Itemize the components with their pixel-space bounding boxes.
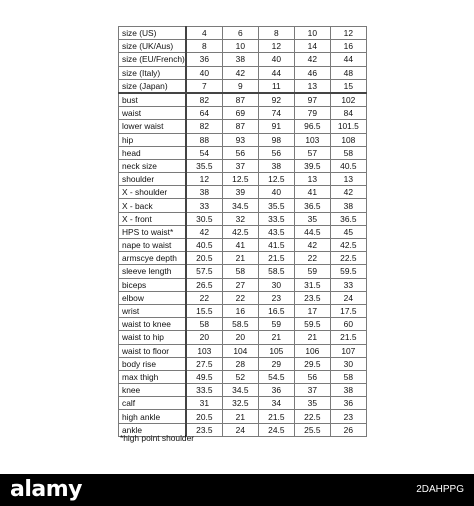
table-cell: 10: [294, 27, 330, 40]
table-cell: 98: [258, 133, 294, 146]
table-cell: 32: [222, 212, 258, 225]
table-cell: 52: [222, 370, 258, 383]
table-cell: 93: [222, 133, 258, 146]
table-cell: 58: [186, 318, 223, 331]
table-cell: 27: [222, 278, 258, 291]
table-cell: 21: [222, 410, 258, 423]
table-cell: 33: [330, 278, 366, 291]
table-cell: 58.5: [222, 318, 258, 331]
table-cell: 21.5: [258, 410, 294, 423]
table-row: [119, 265, 367, 278]
table-row: [119, 370, 367, 383]
table-cell: 15: [330, 79, 366, 93]
row-label: waist to knee: [119, 318, 186, 331]
table-cell: 15.5: [186, 304, 223, 317]
table-cell: 42.5: [330, 239, 366, 252]
table-cell: 42: [294, 53, 330, 66]
table-cell: 21.5: [258, 252, 294, 265]
table-cell: 38: [258, 159, 294, 172]
row-label: calf: [119, 397, 186, 410]
table-cell: 38: [222, 53, 258, 66]
table-cell: 54.5: [258, 370, 294, 383]
table-cell: 36: [330, 397, 366, 410]
table-cell: 35: [294, 212, 330, 225]
row-label: ankle: [119, 423, 186, 436]
table-cell: 24: [222, 423, 258, 436]
table-cell: 8: [186, 40, 223, 53]
table-row: [119, 133, 367, 146]
table-cell: 82: [186, 93, 223, 107]
table-cell: 45: [330, 225, 366, 238]
row-label: body rise: [119, 357, 186, 370]
row-label: lower waist: [119, 120, 186, 133]
table-cell: 33: [186, 199, 223, 212]
table-cell: 34.5: [222, 199, 258, 212]
table-cell: 34: [258, 397, 294, 410]
table-cell: 20: [222, 331, 258, 344]
table-cell: 12: [258, 40, 294, 53]
table-cell: 48: [330, 66, 366, 79]
table-cell: 23: [258, 291, 294, 304]
table-row: [119, 331, 367, 344]
table-cell: 58: [222, 265, 258, 278]
row-label: nape to waist: [119, 239, 186, 252]
row-label: size (Japan): [119, 79, 186, 93]
table-cell: 56: [258, 146, 294, 159]
table-cell: 36: [186, 53, 223, 66]
table-cell: 17.5: [330, 304, 366, 317]
table-cell: 30.5: [186, 212, 223, 225]
table-cell: 29: [258, 357, 294, 370]
table-cell: 38: [186, 186, 223, 199]
table-cell: 36.5: [330, 212, 366, 225]
table-cell: 34.5: [222, 384, 258, 397]
table-row: [119, 66, 367, 79]
table-row: [119, 344, 367, 357]
table-cell: 39: [222, 186, 258, 199]
table-cell: 23: [330, 410, 366, 423]
table-cell: 40: [186, 66, 223, 79]
table-cell: 42: [330, 186, 366, 199]
table-cell: 29.5: [294, 357, 330, 370]
table-cell: 105: [258, 344, 294, 357]
table-cell: 22: [294, 252, 330, 265]
table-row: [119, 291, 367, 304]
table-cell: 16: [222, 304, 258, 317]
table-row: [119, 53, 367, 66]
table-cell: 4: [186, 27, 223, 40]
table-cell: 30: [330, 357, 366, 370]
table-cell: 16.5: [258, 304, 294, 317]
table-row: [119, 397, 367, 410]
table-row: [119, 318, 367, 331]
table-row: [119, 304, 367, 317]
table-cell: 57.5: [186, 265, 223, 278]
table-cell: 20.5: [186, 252, 223, 265]
table-row: [119, 27, 367, 40]
table-row: [119, 120, 367, 133]
table-cell: 25.5: [294, 423, 330, 436]
table-cell: 102: [330, 93, 366, 107]
table-row: [119, 40, 367, 53]
table-cell: 101.5: [330, 120, 366, 133]
table-cell: 41.5: [258, 239, 294, 252]
table-cell: 59.5: [330, 265, 366, 278]
table-cell: 42.5: [222, 225, 258, 238]
table-cell: 59: [258, 318, 294, 331]
table-cell: 40: [258, 186, 294, 199]
size-chart-table: [118, 26, 367, 437]
row-label: wrist: [119, 304, 186, 317]
table-cell: 54: [186, 146, 223, 159]
table-cell: 31.5: [294, 278, 330, 291]
table-row: [119, 252, 367, 265]
row-label: size (Italy): [119, 66, 186, 79]
row-label: size (UK/Aus): [119, 40, 186, 53]
table-cell: 14: [294, 40, 330, 53]
row-label: X - shoulder: [119, 186, 186, 199]
table-cell: 35.5: [186, 159, 223, 172]
watermark-footer: [0, 474, 474, 506]
table-cell: 6: [222, 27, 258, 40]
table-cell: 22.5: [330, 252, 366, 265]
table-cell: 106: [294, 344, 330, 357]
row-label: shoulder: [119, 173, 186, 186]
table-cell: 42: [186, 225, 223, 238]
table-cell: 33.5: [186, 384, 223, 397]
row-label: head: [119, 146, 186, 159]
table-cell: 36.5: [294, 199, 330, 212]
table-cell: 88: [186, 133, 223, 146]
row-label: bust: [119, 93, 186, 107]
table-cell: 96.5: [294, 120, 330, 133]
table-cell: 57: [294, 146, 330, 159]
table-row: [119, 239, 367, 252]
table-cell: 21: [258, 331, 294, 344]
table-cell: 20: [186, 331, 223, 344]
row-label: hip: [119, 133, 186, 146]
table-cell: 23.5: [294, 291, 330, 304]
table-cell: 21: [294, 331, 330, 344]
table-cell: 43.5: [258, 225, 294, 238]
table-cell: 37: [294, 384, 330, 397]
table-cell: 103: [294, 133, 330, 146]
table-cell: 33.5: [258, 212, 294, 225]
row-label: waist: [119, 107, 186, 120]
table-cell: 28: [222, 357, 258, 370]
table-cell: 13: [294, 79, 330, 93]
table-cell: 22.5: [294, 410, 330, 423]
table-cell: 20.5: [186, 410, 223, 423]
footnote: *high point shoulder: [120, 433, 195, 443]
table-cell: 56: [294, 370, 330, 383]
table-cell: 22: [222, 291, 258, 304]
stock-image-id: 2DAHPPG: [416, 484, 464, 495]
table-cell: 12: [186, 173, 223, 186]
table-cell: 30: [258, 278, 294, 291]
table-cell: 12.5: [258, 173, 294, 186]
table-cell: 31: [186, 397, 223, 410]
table-cell: 11: [258, 79, 294, 93]
table-cell: 44: [258, 66, 294, 79]
table-cell: 103: [186, 344, 223, 357]
table-row: [119, 146, 367, 159]
table-cell: 44.5: [294, 225, 330, 238]
row-label: waist to floor: [119, 344, 186, 357]
table-cell: 22: [186, 291, 223, 304]
table-cell: 79: [294, 107, 330, 120]
table-row: [119, 199, 367, 212]
table-cell: 21: [222, 252, 258, 265]
table-cell: 46: [294, 66, 330, 79]
row-label: X - front: [119, 212, 186, 225]
table-cell: 44: [330, 53, 366, 66]
table-cell: 108: [330, 133, 366, 146]
table-cell: 10: [222, 40, 258, 53]
table-row: [119, 159, 367, 172]
table-cell: 91: [258, 120, 294, 133]
table-row: [119, 93, 367, 107]
table-cell: 24: [330, 291, 366, 304]
table-cell: 40.5: [186, 239, 223, 252]
table-cell: 26.5: [186, 278, 223, 291]
table-row: [119, 186, 367, 199]
table-cell: 42: [222, 66, 258, 79]
table-row: [119, 173, 367, 186]
table-row: [119, 278, 367, 291]
table-cell: 7: [186, 79, 223, 93]
table-cell: 58: [330, 146, 366, 159]
table-row: [119, 107, 367, 120]
table-cell: 26: [330, 423, 366, 436]
table-cell: 12: [330, 27, 366, 40]
table-row: [119, 384, 367, 397]
row-label: size (US): [119, 27, 186, 40]
table-cell: 17: [294, 304, 330, 317]
table-cell: 87: [222, 93, 258, 107]
table-cell: 92: [258, 93, 294, 107]
size-chart-body: [119, 27, 367, 437]
table-row: [119, 410, 367, 423]
table-cell: 74: [258, 107, 294, 120]
table-cell: 35.5: [258, 199, 294, 212]
table-cell: 38: [330, 384, 366, 397]
row-label: knee: [119, 384, 186, 397]
table-cell: 104: [222, 344, 258, 357]
row-label: high ankle: [119, 410, 186, 423]
row-label: X - back: [119, 199, 186, 212]
table-cell: 21.5: [330, 331, 366, 344]
table-cell: 69: [222, 107, 258, 120]
table-cell: 41: [222, 239, 258, 252]
table-cell: 56: [222, 146, 258, 159]
alamy-logo: alamy: [10, 477, 82, 502]
table-cell: 37: [222, 159, 258, 172]
table-cell: 58: [330, 370, 366, 383]
table-cell: 41: [294, 186, 330, 199]
row-label: waist to hip: [119, 331, 186, 344]
table-cell: 32.5: [222, 397, 258, 410]
row-label: biceps: [119, 278, 186, 291]
row-label: sleeve length: [119, 265, 186, 278]
table-cell: 27.5: [186, 357, 223, 370]
table-cell: 8: [258, 27, 294, 40]
table-cell: 36: [258, 384, 294, 397]
table-cell: 97: [294, 93, 330, 107]
table-cell: 59.5: [294, 318, 330, 331]
row-label: max thigh: [119, 370, 186, 383]
table-row: [119, 212, 367, 225]
table-cell: 38: [330, 199, 366, 212]
row-label: HPS to waist*: [119, 225, 186, 238]
table-cell: 9: [222, 79, 258, 93]
table-cell: 60: [330, 318, 366, 331]
table-cell: 107: [330, 344, 366, 357]
table-cell: 16: [330, 40, 366, 53]
table-cell: 42: [294, 239, 330, 252]
table-cell: 23.5: [186, 423, 223, 436]
table-cell: 59: [294, 265, 330, 278]
table-cell: 13: [330, 173, 366, 186]
row-label: armscye depth: [119, 252, 186, 265]
table-cell: 35: [294, 397, 330, 410]
table-cell: 13: [294, 173, 330, 186]
table-cell: 82: [186, 120, 223, 133]
table-cell: 49.5: [186, 370, 223, 383]
row-label: size (EU/French): [119, 53, 186, 66]
table-cell: 84: [330, 107, 366, 120]
table-cell: 24.5: [258, 423, 294, 436]
table-cell: 40: [258, 53, 294, 66]
table-cell: 39.5: [294, 159, 330, 172]
table-row: [119, 225, 367, 238]
table-cell: 58.5: [258, 265, 294, 278]
table-row: [119, 357, 367, 370]
table-cell: 40.5: [330, 159, 366, 172]
table-cell: 87: [222, 120, 258, 133]
table-cell: 12.5: [222, 173, 258, 186]
row-label: elbow: [119, 291, 186, 304]
table-cell: 64: [186, 107, 223, 120]
table-row: [119, 79, 367, 93]
row-label: neck size: [119, 159, 186, 172]
